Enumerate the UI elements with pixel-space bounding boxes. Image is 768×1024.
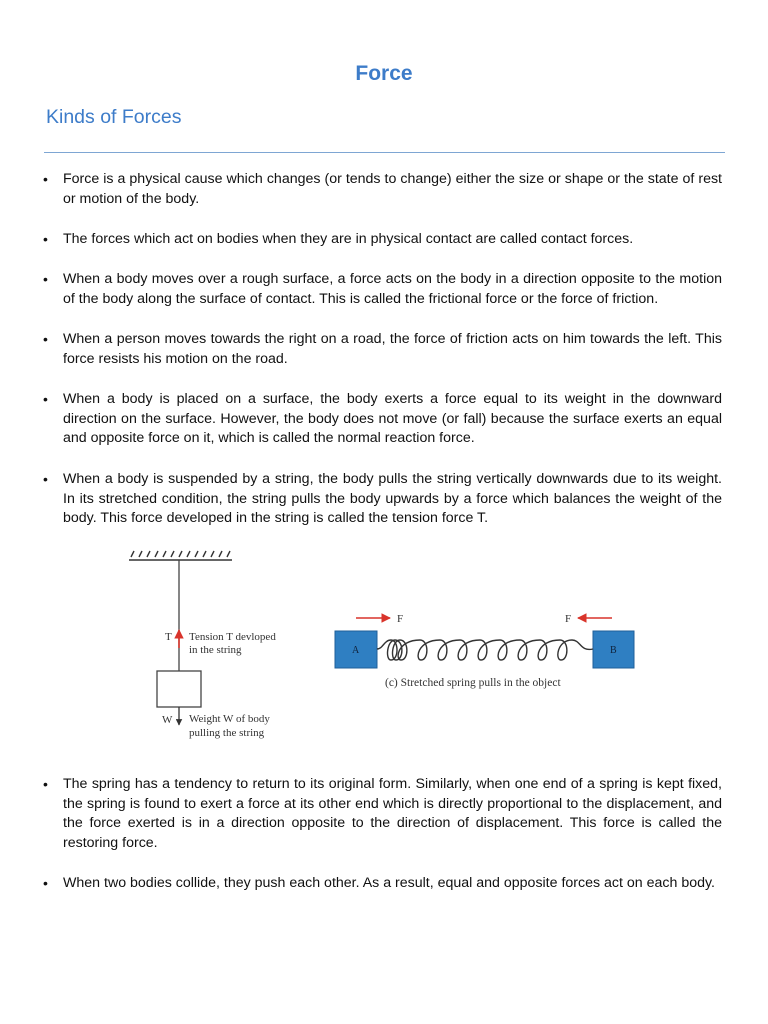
tension-label-line2: in the string xyxy=(189,644,242,656)
bullet-dot: • xyxy=(43,875,48,891)
bullet-dot: • xyxy=(43,331,48,347)
list-item-text: The spring has a tendency to return to its original form. Similarly, when one end of a spring is kept fixed, the spring is found to exert a force at its other end which is directly proportional to the displacement, and the force exerted is in a direction opposite to the direction of displacement. This force is called the restoring force. xyxy=(63,776,722,851)
list-item-text: When a body is placed on a surface, the body exerts a force equal to its weight in the downward direction on the surface. However, the body does not move (or fall) because the surface exerts an equal and opposite force on it, which is called the normal reaction force. xyxy=(63,391,722,447)
ceiling-hatch xyxy=(129,551,232,560)
block-a-label: A xyxy=(352,645,360,656)
block-b-label: B xyxy=(610,645,617,656)
list-item-text: When two bodies collide, they push each other. As a result, equal and opposite forces act on each body. xyxy=(63,875,715,891)
list-item xyxy=(43,874,722,894)
bullet-dot: • xyxy=(43,471,48,487)
force-label-left: F xyxy=(397,613,404,625)
weight-label-line2: pulling the string xyxy=(189,727,265,739)
tension-symbol: T xyxy=(165,631,172,643)
hanging-block xyxy=(157,671,201,707)
bullet-dot: • xyxy=(43,171,48,187)
force-label-right: F xyxy=(565,613,572,625)
bullet-dot: • xyxy=(43,391,48,407)
list-item-text: Force is a physical cause which changes (or tends to change) either the size or shape or the state of rest or motion of the body. xyxy=(63,171,722,207)
list-item-text: When a body is suspended by a string, the body pulls the string vertically downwards due to its weight. In its stretched condition, the string pulls the body upwards by a force which balances the weight of the body. This force developed in the string is called the tension force T. xyxy=(63,471,722,527)
list-item-text: When a body moves over a rough surface, a force acts on the body in a direction opposite to the motion of the body along the surface of contact. This is called the frictional force or the force of friction. xyxy=(63,271,722,307)
weight-symbol: W xyxy=(162,714,173,726)
list-item xyxy=(43,470,722,529)
weight-label-line1: Weight W of body xyxy=(189,713,270,725)
section-heading: Kinds of Forces xyxy=(46,106,182,128)
forces-figure xyxy=(0,540,768,750)
list-item xyxy=(43,170,722,209)
bullet-dot: • xyxy=(43,776,48,792)
list-item-text: When a person moves towards the right on a road, the force of friction acts on him towards the left. This force resists his motion on the road. xyxy=(63,331,722,367)
spring-caption: (c) Stretched spring pulls in the object xyxy=(385,677,561,689)
list-item-text: The forces which act on bodies when they are in physical contact are called contact forces. xyxy=(63,231,634,247)
list-item xyxy=(43,330,722,369)
stretched-spring-diagram xyxy=(335,613,634,689)
list-item xyxy=(43,390,722,449)
list-item xyxy=(43,270,722,309)
bullet-dot: • xyxy=(43,271,48,287)
list-item xyxy=(43,230,722,250)
heading-divider xyxy=(44,152,725,153)
bullet-dot: • xyxy=(43,231,48,247)
page-title: Force xyxy=(355,62,413,85)
suspended-body-diagram xyxy=(129,551,276,739)
list-item xyxy=(43,775,722,853)
tension-label-line1: Tension T devloped xyxy=(189,631,276,643)
spring-coil xyxy=(377,640,593,660)
